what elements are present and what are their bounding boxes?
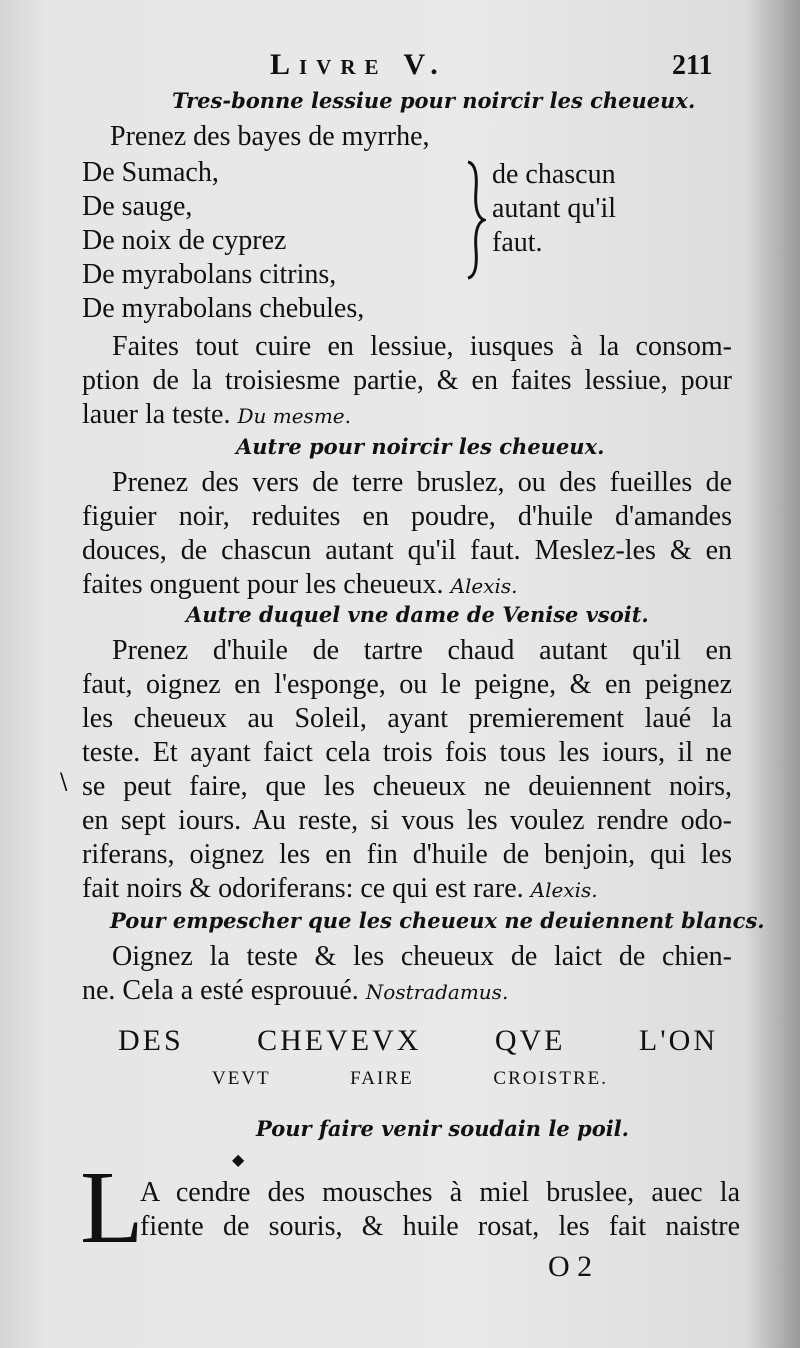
recipe-body-line: douces, de chascun autant qu'il faut. Meslez-les & en bbox=[82, 535, 732, 566]
recipe-heading: Autre duquel vne dame de Venise vsoit. bbox=[186, 602, 649, 627]
recipe-body-line: faut, oignez en l'esponge, ou le peigne, & en peignez bbox=[82, 669, 732, 700]
recipe-body-text: lauer la teste. bbox=[82, 399, 231, 430]
ingredient-item: De myrabolans citrins, bbox=[82, 259, 337, 290]
curly-brace-icon bbox=[464, 160, 486, 280]
recipe-heading: Pour faire venir soudain le poil. bbox=[256, 1116, 629, 1141]
recipe-body-line: en sept iours. Au reste, si vous les voulez rendre odo- bbox=[82, 805, 732, 836]
recipe-source: Nostradamus. bbox=[365, 980, 509, 1004]
ornament-icon: ◆ bbox=[232, 1150, 245, 1169]
drop-cap: L bbox=[80, 1150, 144, 1265]
running-title: Livre V. bbox=[270, 48, 447, 81]
ingredient-item: De noix de cyprez bbox=[82, 225, 287, 256]
recipe-heading: Autre pour noircir les cheueux. bbox=[236, 434, 605, 459]
recipe-intro: Prenez des bayes de myrrhe, bbox=[110, 121, 430, 152]
recipe-body-line: les cheueux au Soleil, ayant premierement laué la bbox=[82, 703, 732, 734]
recipe-heading: Pour empescher que les cheueux ne deuiennent blancs. bbox=[110, 908, 765, 933]
recipe-body-line: Oignez la teste & les cheueux de laict de chien- bbox=[112, 941, 732, 972]
section-body-line: fiente de souris, & huile rosat, les fait naistre bbox=[140, 1211, 740, 1242]
recipe-source: Alexis. bbox=[450, 574, 518, 598]
recipe-body-line: riferans, oignez les en fin d'huile de benjoin, qui les bbox=[82, 839, 732, 870]
recipe-body-text: fait noirs & odoriferans: ce qui est rare. bbox=[82, 873, 524, 904]
page-number: 211 bbox=[672, 50, 713, 81]
recipe-body-line: se peut faire, que les cheueux ne deuiennent noirs, bbox=[82, 771, 732, 802]
section-subtitle: VEVT FAIRE CROISTRE. bbox=[212, 1068, 608, 1089]
recipe-body-line: teste. Et ayant faict cela trois fois tous les iours, il ne bbox=[82, 737, 732, 768]
recipe-body-line: Prenez d'huile de tartre chaud autant qu'il en bbox=[112, 635, 732, 666]
recipe-body-text: faites onguent pour les cheueux. bbox=[82, 569, 444, 600]
recipe-heading: Tres-bonne lessiue pour noircir les cheueux. bbox=[172, 88, 696, 113]
recipe-source: Alexis. bbox=[530, 878, 598, 902]
brace-text: faut. bbox=[492, 227, 543, 258]
ingredient-item: De Sumach, bbox=[82, 157, 219, 188]
recipe-body-line bbox=[82, 398, 742, 433]
margin-mark: \ bbox=[60, 770, 68, 795]
page-header bbox=[0, 48, 800, 88]
brace-text: de chascun bbox=[492, 159, 616, 190]
ingredient-item: De sauge, bbox=[82, 191, 193, 222]
recipe-body-line: Faites tout cuire en lessiue, iusques à la consom- bbox=[112, 331, 732, 362]
recipe-body-line: ption de la troisiesme partie, & en faites lessiue, pour bbox=[82, 365, 732, 396]
section-title: DES CHEVEVX QVE L'ON bbox=[118, 1024, 718, 1057]
recipe-body-line bbox=[82, 974, 742, 1009]
ingredient-item: De myrabolans chebules, bbox=[82, 293, 365, 324]
recipe-body-line: figuier noir, reduites en poudre, d'huile d'amandes bbox=[82, 501, 732, 532]
recipe-body-text: ne. Cela a esté esprouué. bbox=[82, 975, 359, 1006]
recipe-source: Du mesme. bbox=[237, 404, 351, 428]
recipe-body-line bbox=[82, 872, 742, 907]
brace-text: autant qu'il bbox=[492, 193, 617, 224]
section-body-line: A cendre des mousches à miel bruslee, auec la bbox=[140, 1177, 740, 1208]
signature-mark: O 2 bbox=[548, 1250, 593, 1283]
recipe-body-line bbox=[82, 568, 742, 603]
recipe-body-line: Prenez des vers de terre bruslez, ou des fueilles de bbox=[112, 467, 732, 498]
